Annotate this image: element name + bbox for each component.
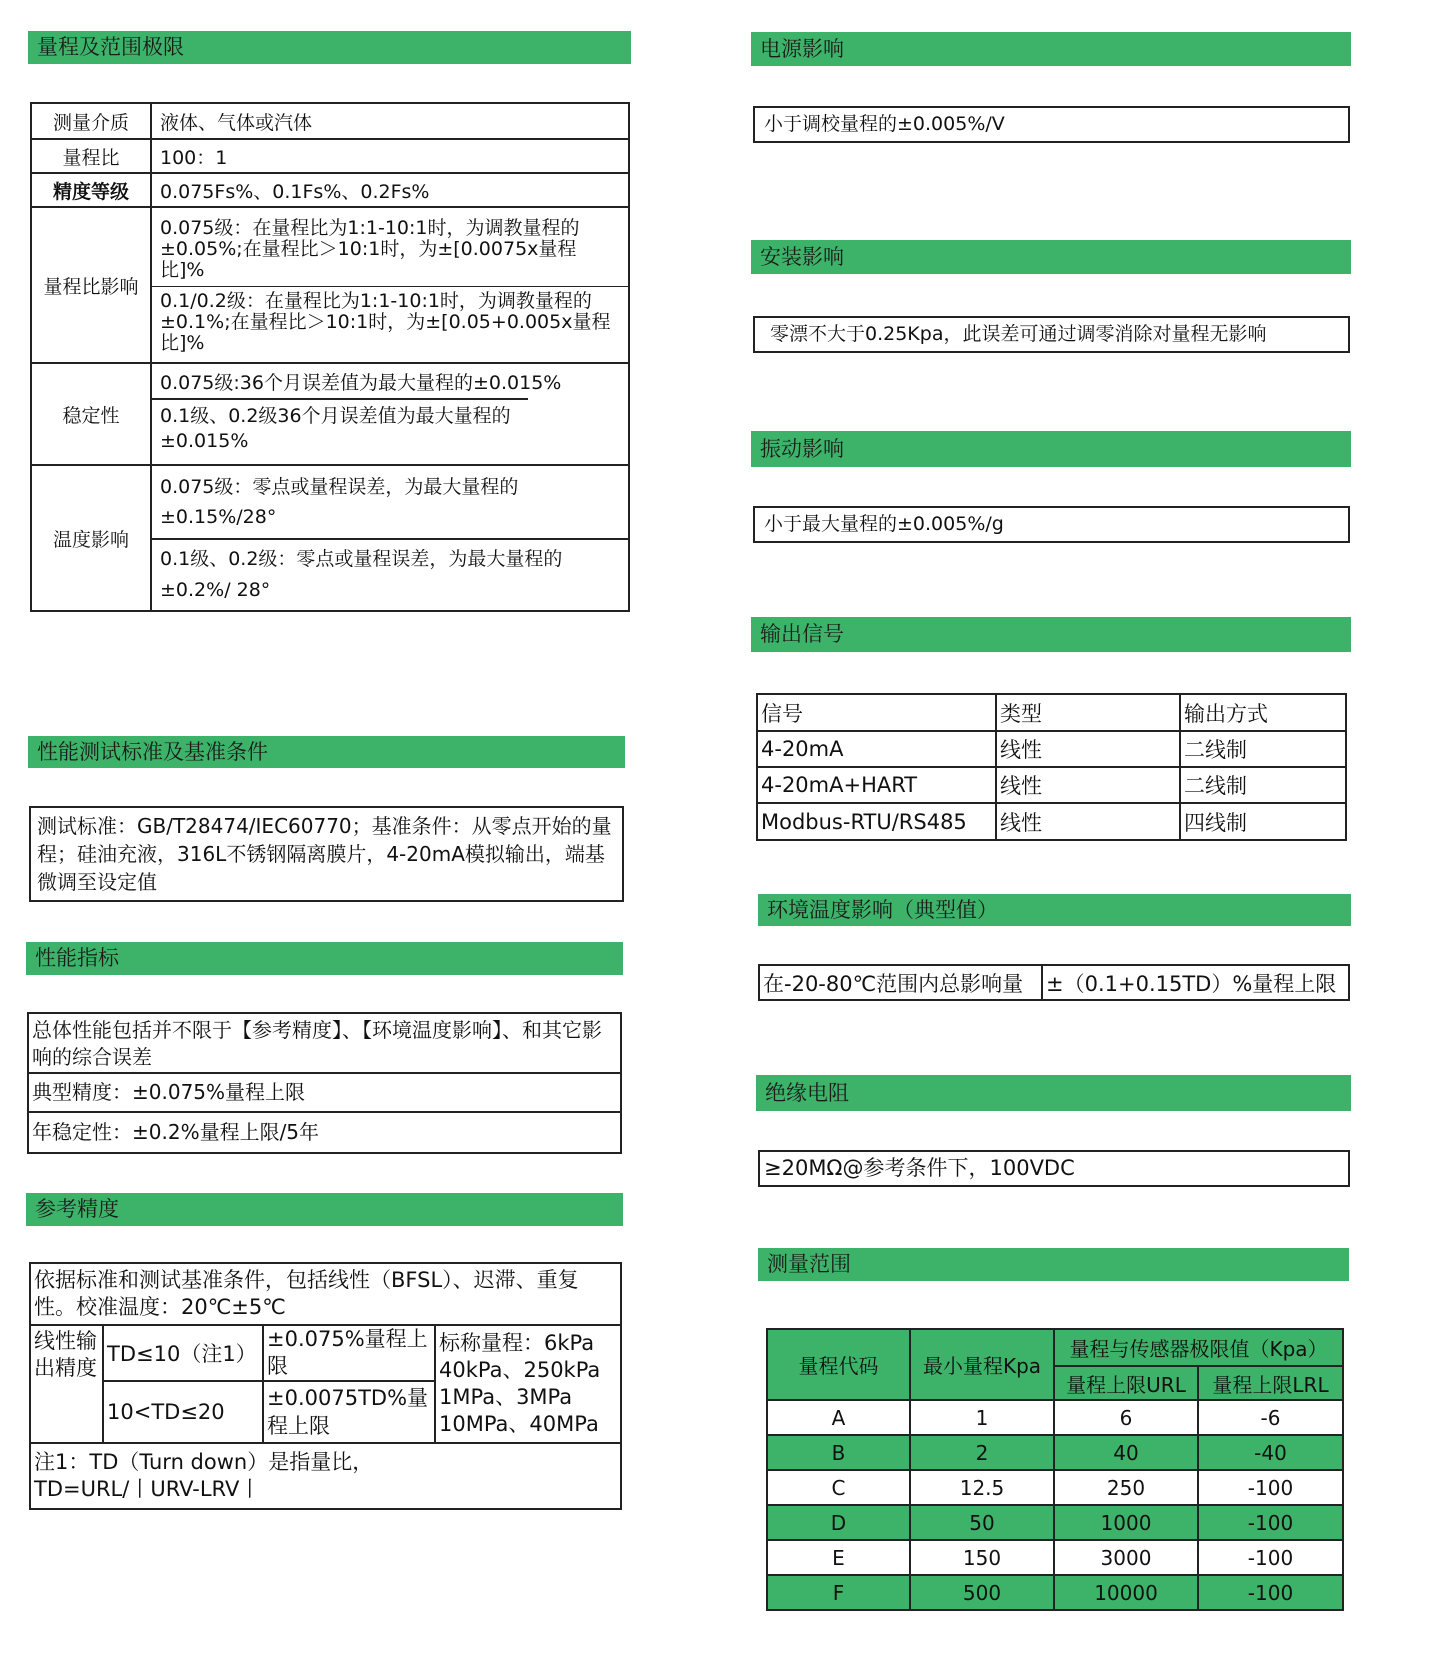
range-limits-table <box>30 102 630 612</box>
reference-intro: 依据标准和测试基准条件，包括线性（BFSL）、迟滞、重复性。校准温度：20℃±5℃ <box>30 1263 621 1325</box>
ambient-value: ±（0.1+0.15TD）%量程上限 <box>1042 965 1349 1000</box>
range-cell: -100 <box>1198 1540 1343 1575</box>
table-row <box>757 803 1346 840</box>
section-title: 性能指标 <box>35 946 119 970</box>
output-cell: 线性 <box>996 731 1180 767</box>
td-accuracy: ±0.075%量程上限 <box>263 1325 435 1381</box>
test-standard-box <box>29 806 624 902</box>
range-header-lrl: 量程上限LRL <box>1198 1366 1343 1400</box>
table-row <box>767 1540 1343 1575</box>
table-row <box>767 1435 1343 1470</box>
power-text: 小于调校量程的±0.005%/V <box>764 113 1005 135</box>
output-signal-table <box>756 693 1347 841</box>
performance-box <box>27 1012 622 1154</box>
row-value: 0.075Fs%、0.1Fs%、0.2Fs% <box>151 173 629 207</box>
range-cell: 40 <box>1054 1435 1198 1470</box>
output-cell: 线性 <box>996 803 1180 840</box>
table-row <box>767 1505 1343 1540</box>
range-cell: 1 <box>910 1400 1054 1435</box>
output-header: 信号 <box>757 694 996 731</box>
install-box <box>753 316 1350 353</box>
output-cell: 线性 <box>996 767 1180 803</box>
table-row <box>757 767 1346 803</box>
td-condition: 10<TD≤20 <box>103 1381 263 1443</box>
insulation-box <box>758 1150 1350 1187</box>
range-header-group: 量程与传感器极限值（Kpa） <box>1054 1329 1343 1366</box>
range-cell: -6 <box>1198 1400 1343 1435</box>
range-cell: 500 <box>910 1575 1054 1610</box>
range-cell: 10000 <box>1054 1575 1198 1610</box>
range-effect-item: 0.1/0.2级：在量程比为1:1-10:1时，为调教量程的±0.1%;在量程比＞10:1时，为±[0.05+0.005x量程比]% <box>152 286 628 359</box>
range-cell: 150 <box>910 1540 1054 1575</box>
test-standard-text: 测试标准：GB/T28474/IEC60770；基准条件：从零点开始的量程；硅油充液，316L不锈钢隔离膜片，4-20mA模拟输出，端基微调至设定值 <box>37 814 612 894</box>
row-value: 100：1 <box>151 139 629 173</box>
row-label: 稳定性 <box>31 363 151 465</box>
reference-note <box>30 1443 621 1509</box>
range-cell: E <box>767 1540 910 1575</box>
range-cell: -100 <box>1198 1505 1343 1540</box>
vibration-text: 小于最大量程的±0.005%/g <box>764 513 1004 535</box>
output-cell: 二线制 <box>1180 731 1346 767</box>
performance-row: 总体性能包括并不限于【参考精度】、【环境温度影响】、和其它影响的综合误差 <box>29 1014 620 1074</box>
section-title: 振动影响 <box>760 436 844 461</box>
table-row <box>767 1470 1343 1505</box>
section-header-ambient <box>758 894 1351 926</box>
stability-item: 0.075级:36个月误差值为最大量程的±0.015% <box>160 372 562 394</box>
output-cell: Modbus-RTU/RS485 <box>757 803 996 840</box>
vibration-box <box>753 506 1350 543</box>
install-text: 零漂不大于0.25Kpa，此误差可通过调零消除对量程无影响 <box>770 323 1267 345</box>
section-header-measure-range <box>758 1248 1349 1281</box>
section-header-vibration <box>751 431 1351 467</box>
section-title: 参考精度 <box>35 1197 119 1221</box>
section-title: 安装影响 <box>760 244 844 269</box>
row-label: 精度等级 <box>31 173 151 207</box>
range-cell: 50 <box>910 1505 1054 1540</box>
range-header-min: 最小量程Kpa <box>910 1329 1054 1400</box>
section-header-install <box>751 240 1351 274</box>
power-box <box>753 106 1350 143</box>
ambient-label: 在-20-80℃范围内总影响量 <box>759 965 1042 1000</box>
linear-label: 线性输出精度 <box>30 1325 103 1443</box>
section-title: 性能测试标准及基准条件 <box>37 739 268 764</box>
reference-accuracy-table <box>29 1262 622 1510</box>
section-header-range-limits <box>28 31 631 64</box>
range-cell: 2 <box>910 1435 1054 1470</box>
range-cell: -40 <box>1198 1435 1343 1470</box>
range-cell: D <box>767 1505 910 1540</box>
range-cell: 12.5 <box>910 1470 1054 1505</box>
table-row <box>757 731 1346 767</box>
section-header-output <box>751 617 1351 652</box>
section-title: 电源影响 <box>760 36 844 61</box>
range-cell: F <box>767 1575 910 1610</box>
range-header-url: 量程上限URL <box>1054 1366 1198 1400</box>
output-cell: 四线制 <box>1180 803 1346 840</box>
row-label: 测量介质 <box>31 103 151 139</box>
section-header-insulation <box>756 1075 1351 1111</box>
note-text: 注1：TD（Turn down）是指量比，TD=URL/丨URV-LRV丨 <box>34 1450 374 1501</box>
range-cell: -100 <box>1198 1470 1343 1505</box>
output-header: 输出方式 <box>1180 694 1346 731</box>
ambient-table <box>758 964 1350 1001</box>
row-label: 温度影响 <box>31 465 151 611</box>
section-header-performance <box>26 942 623 975</box>
nominal-range: 标称量程：6kPa 40kPa、250kPa 1MPa、3MPa 10MPa、40MPa <box>435 1325 621 1443</box>
section-title: 测量范围 <box>767 1252 851 1276</box>
output-cell: 4-20mA <box>757 731 996 767</box>
table-row <box>767 1400 1343 1435</box>
row-label: 量程比影响 <box>31 207 151 363</box>
section-title: 量程及范围极限 <box>37 35 184 59</box>
section-title: 绝缘电阻 <box>765 1080 849 1105</box>
performance-row: 典型精度：±0.075%量程上限 <box>29 1074 620 1113</box>
output-cell: 二线制 <box>1180 767 1346 803</box>
temperature-item: 0.075级：零点或量程误差，为最大量程的±0.15%/28° <box>160 476 519 528</box>
table-row <box>767 1575 1343 1610</box>
section-title: 环境温度影响（典型值） <box>767 897 998 922</box>
output-header: 类型 <box>996 694 1180 731</box>
range-cell: B <box>767 1435 910 1470</box>
section-header-test-standard <box>28 736 625 768</box>
section-title: 输出信号 <box>760 622 844 646</box>
range-cell: -100 <box>1198 1575 1343 1610</box>
range-cell: 6 <box>1054 1400 1198 1435</box>
measure-range-table <box>766 1328 1344 1611</box>
row-label: 量程比 <box>31 139 151 173</box>
range-header-code: 量程代码 <box>767 1329 910 1400</box>
output-cell: 4-20mA+HART <box>757 767 996 803</box>
insulation-text: ≥20MΩ@参考条件下，100VDC <box>764 1156 1075 1180</box>
performance-row: 年稳定性：±0.2%量程上限/5年 <box>32 1120 320 1144</box>
stability-item: 0.1级、0.2级36个月误差值为最大量程的±0.015% <box>152 400 528 462</box>
range-cell: 1000 <box>1054 1505 1198 1540</box>
section-header-reference-accuracy <box>26 1193 623 1226</box>
range-cell: C <box>767 1470 910 1505</box>
temperature-item: 0.1级、0.2级：零点或量程误差，为最大量程的±0.2%/ 28° <box>152 538 628 610</box>
td-condition: TD≤10（注1） <box>103 1325 263 1381</box>
range-cell: 3000 <box>1054 1540 1198 1575</box>
range-cell: A <box>767 1400 910 1435</box>
range-cell: 250 <box>1054 1470 1198 1505</box>
section-header-power <box>751 32 1351 66</box>
row-value: 液体、气体或汽体 <box>151 103 629 139</box>
td-accuracy: ±0.0075TD%量程上限 <box>263 1381 435 1443</box>
range-effect-item: 0.075级：在量程比为1:1-10:1时，为调教量程的±0.05%;在量程比＞10:1时，为±[0.0075x量程比]% <box>160 216 580 281</box>
